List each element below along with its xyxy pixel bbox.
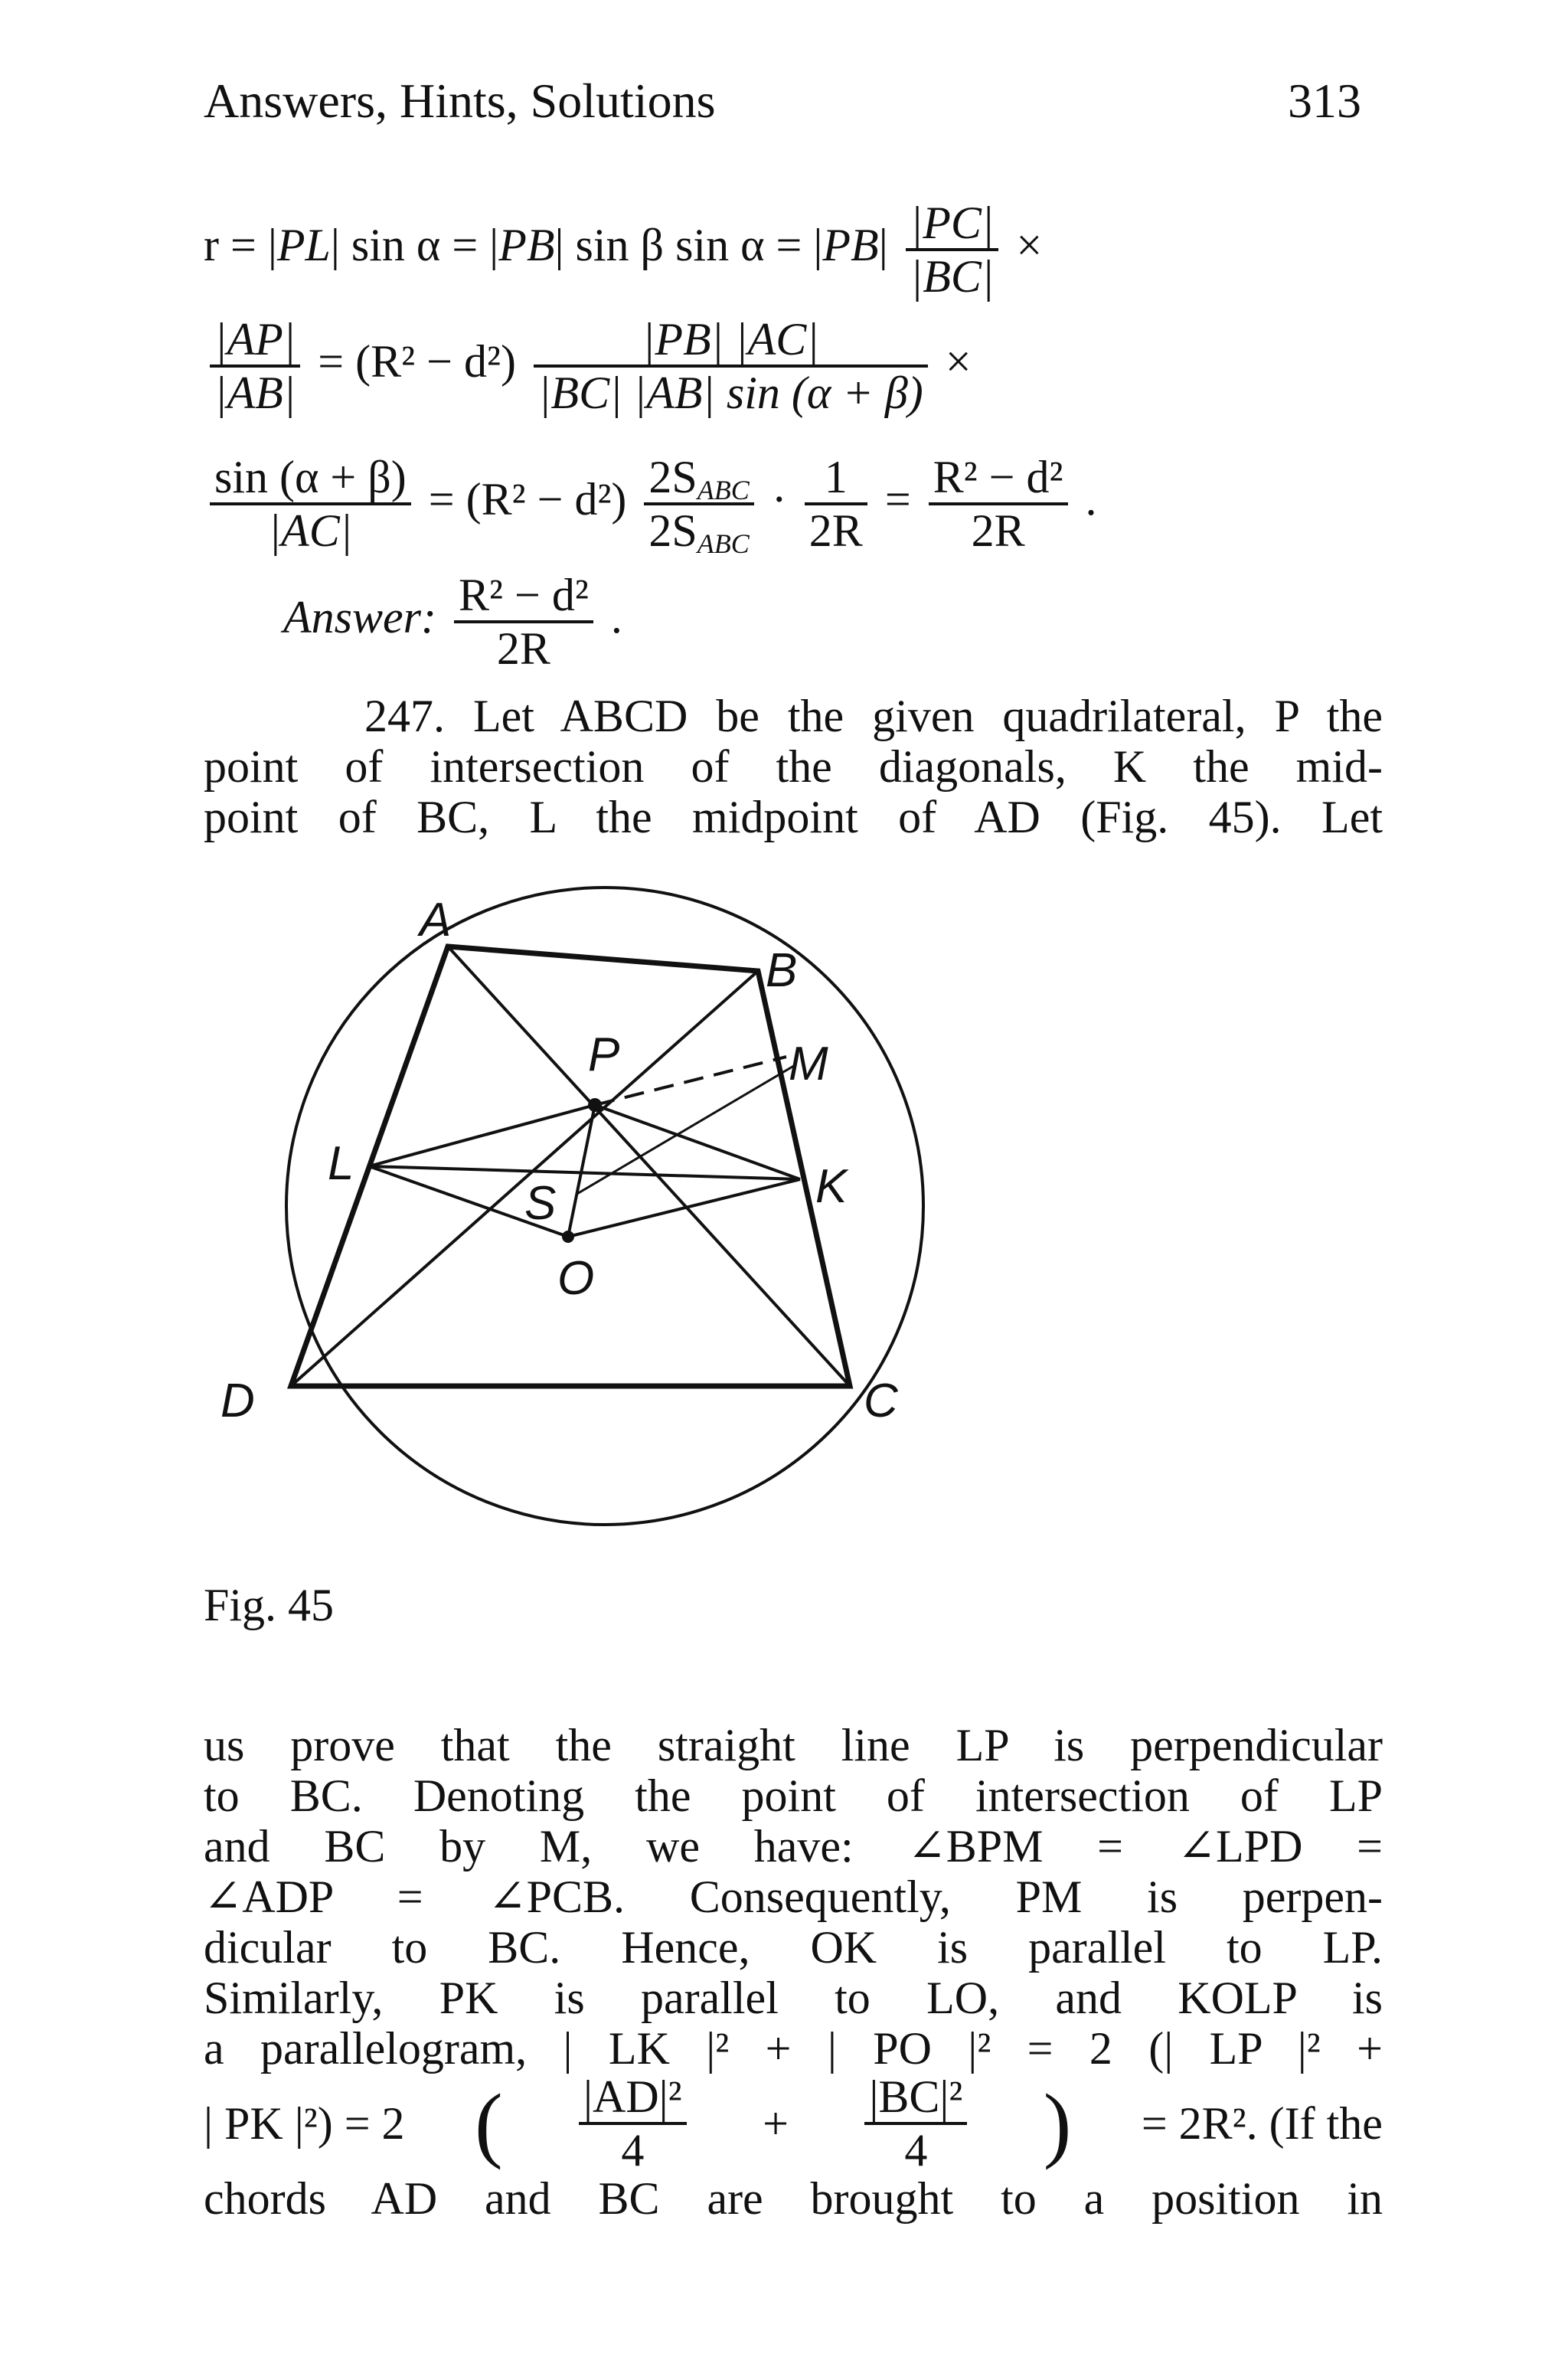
- segment-po: [568, 1105, 595, 1237]
- para1-line-2: point of intersection of the diagonals, K the mid-: [204, 741, 1383, 792]
- label-c: C: [864, 1375, 898, 1427]
- para1-line-1: 247. Let ABCD be the given quadrilateral, P the: [364, 691, 1383, 741]
- diagonal-ac: [448, 946, 850, 1386]
- eq1-pb2: PB: [822, 219, 879, 270]
- eq3-numerator-2: 2S: [648, 452, 697, 502]
- eq3-denominator-3: 2R: [808, 505, 863, 556]
- segment-lp: [369, 1105, 595, 1166]
- para2-line-4: ∠ADP = ∠PCB. Consequently, PM is perpen-: [204, 1872, 1383, 1922]
- para2-line-5: dicular to BC. Hence, OK is parallel to LP.: [204, 1922, 1383, 1973]
- para2-line-1: us prove that the straight line LP is perpendicular: [204, 1720, 1383, 1770]
- para2-line-8: [204, 2071, 1383, 2176]
- eq2-denominator-1: |AB|: [214, 368, 296, 418]
- label-s: S: [524, 1177, 557, 1230]
- eq3-numerator-1: sin (α + β): [210, 452, 411, 505]
- ad-denominator: 4: [621, 2125, 645, 2176]
- eq3-dot: ·: [771, 473, 787, 525]
- eq3-fraction-3: [805, 452, 867, 556]
- answer-line: [283, 570, 622, 674]
- eq2-denominator-2: |BC| |AB| sin (α + β): [537, 368, 923, 418]
- label-d: D: [220, 1375, 255, 1427]
- label-a: A: [420, 894, 452, 946]
- eq1-numerator: |PC|: [906, 198, 999, 251]
- label-m: M: [789, 1038, 828, 1090]
- eq2-equals: = (R² − d²): [318, 335, 516, 387]
- eq3-equals-2: =: [884, 473, 911, 525]
- para2-line-7: a parallelogram, | LK |² + | PO |² = 2 (| LP |² +: [204, 2023, 1383, 2074]
- label-p: P: [588, 1028, 620, 1081]
- open-paren: (: [474, 2077, 503, 2170]
- answer-end: .: [610, 591, 622, 642]
- para1-line-3: point of BC, L the midpoint of AD (Fig. 45). Let: [204, 792, 1383, 842]
- eq2-numerator-2: |PB| |AC|: [534, 314, 928, 368]
- proof-paragraph: [204, 1720, 1383, 2224]
- problem-247-intro: [204, 691, 1383, 842]
- equation-line-2: [204, 314, 972, 418]
- eq2-fraction-1: [210, 314, 300, 418]
- eq3-numerator-2-sub: ABC: [697, 475, 750, 505]
- eq1-denominator: |BC|: [910, 251, 995, 302]
- point-p: [588, 1098, 602, 1112]
- eq3-fraction-2: [644, 452, 753, 559]
- eq3-numerator-4: R² − d²: [929, 452, 1068, 505]
- eq2-numerator-1: |AP|: [210, 314, 300, 368]
- label-o: O: [557, 1252, 595, 1305]
- answer-denominator: 2R: [496, 623, 550, 674]
- para2-line-8-start: | PK |²) = 2: [204, 2098, 405, 2149]
- eq1-mid1: | sin α = |: [330, 219, 499, 270]
- eq3-end: .: [1085, 473, 1097, 525]
- eq1-fraction: [906, 198, 999, 302]
- eq1-lhs: r = |: [204, 219, 277, 270]
- equation-line-1: [204, 198, 1042, 302]
- figure-45-diagram: [207, 881, 957, 1570]
- close-paren: ): [1043, 2077, 1072, 2170]
- running-header-title: Answers, Hints, Solutions: [204, 74, 716, 128]
- eq1-pb: PB: [498, 219, 555, 270]
- segment-ok: [568, 1179, 800, 1237]
- eq1-mid2: | sin β sin α = |: [554, 219, 823, 270]
- eq3-fraction-4: [929, 452, 1068, 556]
- page-number: 313: [1288, 74, 1361, 128]
- para2-line-2: to BC. Denoting the point of intersection of LP: [204, 1770, 1383, 1821]
- label-b: B: [766, 944, 798, 997]
- label-k: K: [815, 1160, 848, 1213]
- eq2-fraction-2: [534, 314, 928, 418]
- ad-numerator: |AD|²: [579, 2071, 687, 2125]
- answer-label: Answer:: [283, 591, 436, 642]
- bc-denominator: 4: [904, 2125, 928, 2176]
- figure-caption: Fig. 45: [204, 1580, 335, 1630]
- para2-line-6: Similarly, PK is parallel to LO, and KOLP is: [204, 1973, 1383, 2023]
- answer-fraction: [454, 570, 593, 674]
- eq1-tail: |: [878, 219, 888, 270]
- answer-numerator: R² − d²: [454, 570, 593, 623]
- eq2-times: ×: [945, 335, 972, 387]
- para2-line-8-end: = 2R². (If the: [1141, 2098, 1383, 2149]
- eq1-pl: PL: [276, 219, 331, 270]
- para2-line-9: chords AD and BC are brought to a position in: [204, 2173, 1383, 2224]
- segment-lk: [369, 1166, 800, 1179]
- eq3-numerator-3: 1: [805, 452, 867, 505]
- eq3-denominator-2-sub: ABC: [697, 528, 750, 559]
- eq3-denominator-2: 2S: [648, 505, 697, 556]
- segment-pm-dashed: [595, 1057, 786, 1105]
- bc-fraction: [864, 2071, 967, 2176]
- eq3-equals: = (R² − d²): [428, 473, 627, 525]
- eq3-denominator-1: |AC|: [268, 505, 353, 556]
- eq3-fraction-1: [210, 452, 411, 556]
- eq1-times: ×: [1016, 219, 1043, 270]
- label-l: L: [328, 1137, 354, 1190]
- para2-line-3: and BC by M, we have: ∠BPM = ∠LPD =: [204, 1821, 1383, 1872]
- eq3-denominator-4: 2R: [971, 505, 1025, 556]
- bc-numerator: |BC|²: [864, 2071, 967, 2125]
- equation-line-3: [204, 452, 1097, 559]
- ad-fraction: [579, 2071, 687, 2176]
- point-o: [562, 1231, 574, 1243]
- plus-sign: +: [763, 2098, 789, 2149]
